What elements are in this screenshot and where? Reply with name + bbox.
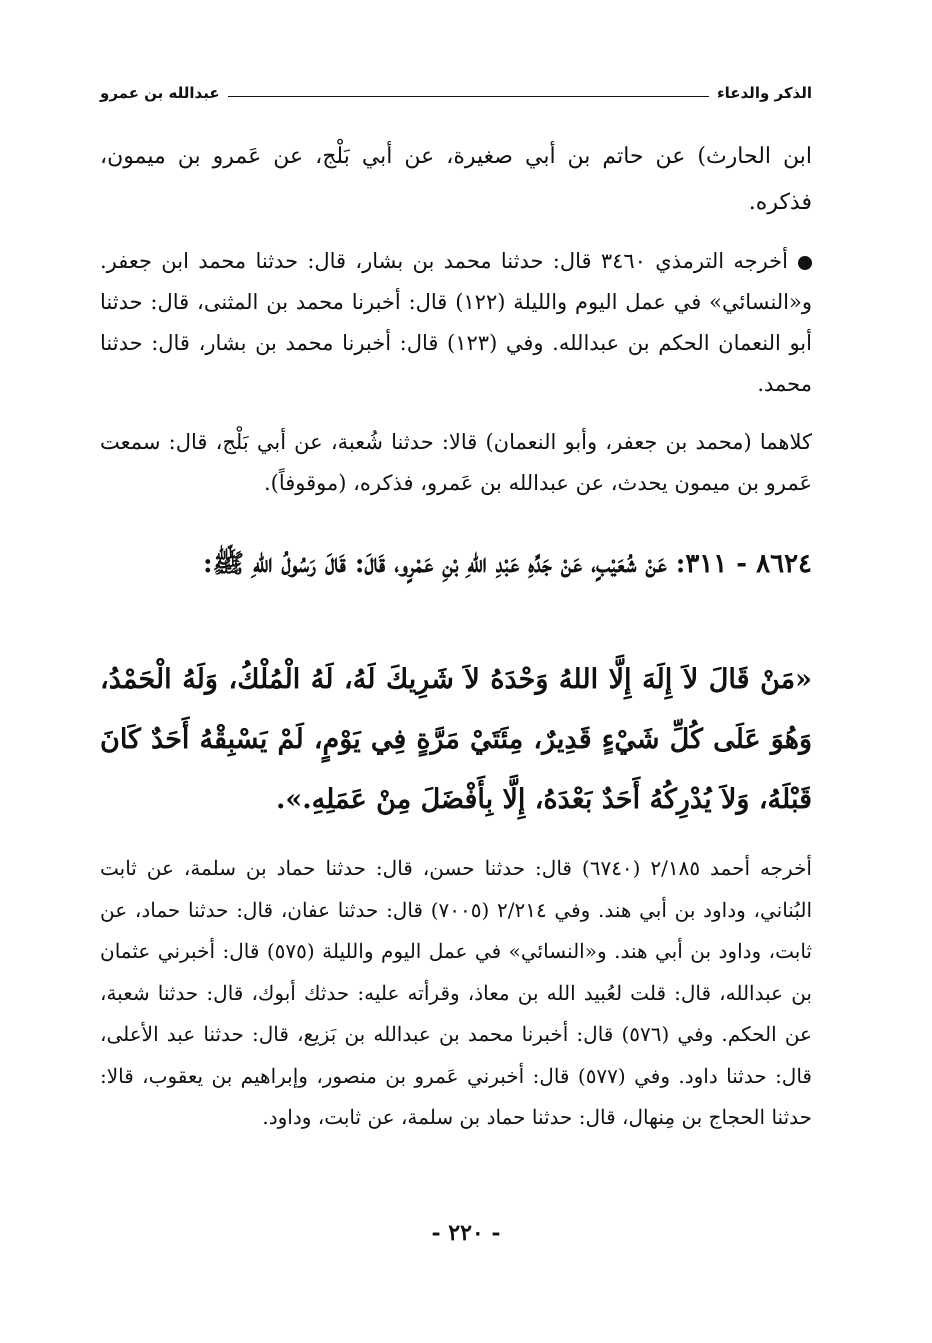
paragraph-takhrij-ahmad: أخرجه أحمد ٢/١٨٥ (٦٧٤٠) قال: حدثنا حسن، قال: حدثنا حماد بن سلمة، عن ثابت البُناني، وداود بن أبي هند. وفي ٢/٢١٤ (٧٠٠٥) قال: حدثنا عفان، قال: حدثنا حماد، عن ثابت، وداود بن أبي هند. و«النسائي» في عمل اليوم والليلة (٥٧٥) قال: أخبرني عثمان بن عبدالله، قال: قلت لعُبيد الله بن معاذ، وقرأته عليه: حدثك أبوك، قال: حدثنا شعبة، عن الحكم. وفي (٥٧٦) قال: أخبرنا محمد بن عبدالله بن بَزيع، قال: حدثنا عبد الأعلى، قال: حدثنا داود. وفي (٥٧٧) قال: أخبرني عَمرو بن منصور، وإبراهيم بن يعقوب، قالا: حدثنا الحجاج بن مِنهال، قال: حدثنا حماد بن سلمة، عن ثابت، وداود. <box>100 856 813 1129</box>
running-header <box>100 78 812 108</box>
header-rule <box>228 96 709 97</box>
hadith-heading: ٨٦٢٤ - ٣١١: عَنْ شُعَيْبٍ، عَنْ جَدِّهِ عَبْدِ اللهِ بْنِ عَمْرٍو، قَالَ: قَالَ رَسُولُ اللهِ ﷺ: <box>202 549 812 579</box>
companion-name: عبدالله بن عمرو <box>100 84 220 102</box>
paragraph-kilahuma: كلاهما (محمد بن جعفر، وأبو النعمان) قالا: حدثنا شُعبة، عن أبي بَلْج، قال: سمعت عَمرو بن ميمون يحدث، عن عبدالله بن عَمرو، فذكره، (موقوفاً). <box>100 430 812 495</box>
paragraph-continuation: ابن الحارث) عن حاتم بن أبي صغيرة، عن أبي بَلْج، عن عَمرو بن ميمون، فذكره. <box>100 144 812 215</box>
book-title: الذكر والدعاء <box>716 84 812 102</box>
hadith-matn: «مَنْ قَالَ لاَ إِلَهَ إِلَّا اللهُ وَحْدَهُ لاَ شَرِيكَ لَهُ، لَهُ الْمُلْكُ، وَلَهُ الْحَمْدُ، وَهُوَ عَلَى كُلِّ شَيْءٍ قَدِيرٌ، مِئَتَيْ مَرَّةٍ فِي يَوْمٍ، لَمْ يَسْبِقْهُ أَحَدٌ كَانَ قَبْلَهُ، وَلاَ يُدْرِكُهُ أَحَدٌ بَعْدَهُ، إِلَّا بِأَفْضَلَ مِنْ عَمَلِهِ.». <box>100 664 812 815</box>
page-number: - ٢٢٠ - <box>431 1220 501 1246</box>
paragraph-takhrij-tirmidhi <box>100 241 812 405</box>
paragraph-text: أخرجه الترمذي ٣٤٦٠ قال: حدثنا محمد بن بشار، قال: حدثنا محمد ابن جعفر. و«النسائي» في عمل اليوم والليلة (١٢٢) قال: أخبرنا محمد بن المثنى، قال: حدثنا أبو النعمان الحكم بن عبدالله. وفي (١٢٣) قال: أخبرنا محمد بن بشار، قال: حدثنا محمد. <box>100 249 813 396</box>
bullet-icon <box>798 256 812 270</box>
